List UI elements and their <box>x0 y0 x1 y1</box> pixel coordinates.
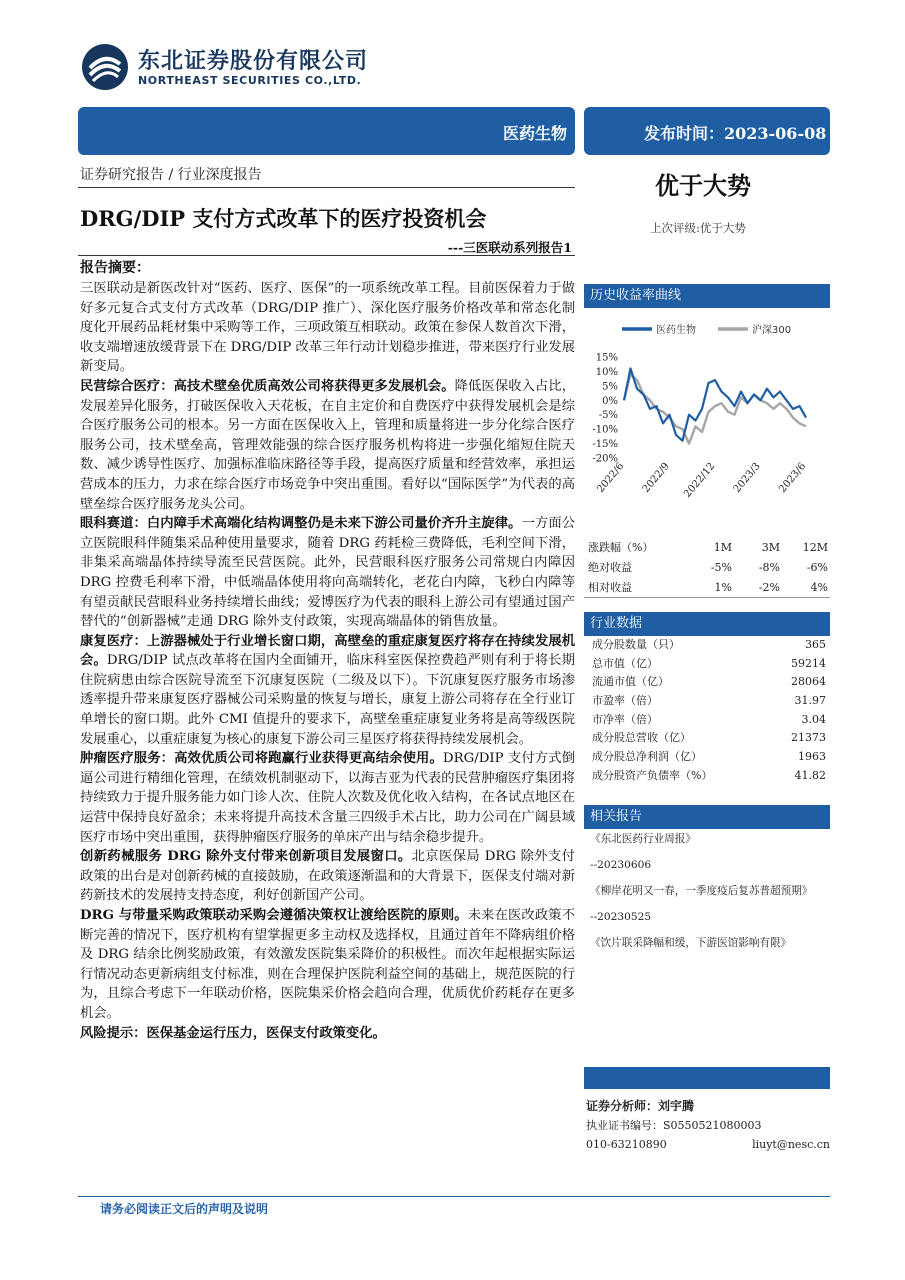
related-report-date: --20230606 <box>590 859 652 871</box>
row-value: 59214 <box>791 656 826 670</box>
row-value: 31.97 <box>794 694 826 708</box>
table-row <box>592 729 826 748</box>
analyst-name: 证券分析师：刘宇腾 <box>586 1099 695 1113</box>
y-tick-label: -15% <box>592 439 618 451</box>
row-value: 1963 <box>798 750 826 764</box>
analyst-cert: 执业证书编号：S0550521080003 <box>586 1119 762 1132</box>
related-heading: 相关报告 <box>584 805 830 829</box>
related-report-date: --20230525 <box>590 911 652 923</box>
table-cell: -8% <box>758 561 780 574</box>
y-tick-label: 5% <box>602 381 618 393</box>
company-name-en: NORTHEAST SECURITIES CO.,LTD. <box>138 74 362 87</box>
row-label: 流通市值（亿） <box>592 675 669 689</box>
divider <box>78 255 575 256</box>
performance-header <box>588 538 830 558</box>
footer-divider <box>78 1196 830 1197</box>
paragraph-lead: 创新药械服务 DRG 除外支付带来创新项目发展窗口。 <box>80 849 412 865</box>
paragraph-lead: DRG 与带量采购政策联动采购会遵循决策权让渡给医院的原则。 <box>80 908 468 923</box>
legend-label: 医药生物 <box>656 325 696 336</box>
table-row <box>588 558 830 578</box>
performance-table <box>588 538 830 598</box>
table-cell: -6% <box>806 561 828 574</box>
analyst-phone: 010-63210890 <box>586 1138 667 1151</box>
divider <box>78 187 575 188</box>
paragraph-text: 降低医保收入占比，发展差异化服务，打破医保收入天花板，在自主定价和自费医疗中获得发展机会是综合医疗服务公司的根本。另一方面在医保收入上，管理和质量将进一步分化综合医疗服务公司，技术壁垒高，管理效能强的综合医疗服务机构将进一步强化缩短住院天数、减少诱导性医疗、加强标准临床路径等手段，提高医疗质量和经营效率，承担运营成本的压力，力求在综合医疗市场竞争中突出重围。看好以“国际医学”为代表的高壁垒综合医疗服务龙头公司。 <box>80 378 576 512</box>
x-tick-label: 2023/3 <box>731 460 763 495</box>
paragraph-text: 未来在医改政策不断完善的情况下，医疗机构有望掌握更多主动权及选择权，且通过首年不降病组价格及 DRG 结余比例奖励政策，有效激发医院集采降价的积极性。而次年起根据实际运行情况动态更新病组支付标准，则在合理保护医院利益空间的基础上，规范医院的行为，且综合考虑下一年联动价格，医院集采价格会趋向合理，优质优价药耗存在更多机会。 <box>80 908 576 1021</box>
table-row <box>592 748 826 767</box>
sector-label: 医药生物 <box>502 124 567 143</box>
summary-paragraph <box>80 1024 575 1044</box>
industry-table <box>592 636 826 786</box>
row-value: 28064 <box>791 675 826 689</box>
summary-intro: 三医联动是新医改针对“医药、医疗、医保”的一项系统改革工程。目前医保着力于做好多元复合式支付方式改革（DRG/DIP 推广）、深化医疗服务价格改革和常态化制度化开展药品耗材集中采购等工作，三项政策互相联动。政策在参保人数首次下滑，收支端增速放缓背景下在 DRG/DIP 改革三年行动计划稳步推进，带来医疗行业发展新变局。 <box>80 281 575 375</box>
row-label: 市盈率（倍） <box>592 694 658 708</box>
y-tick-label: -5% <box>598 410 618 422</box>
paragraph-lead: 肿瘤医疗服务：高效优质公司将跑赢行业获得更高结余使用。 <box>80 751 443 767</box>
breadcrumb: 证券研究报告 / 行业深度报告 <box>80 167 262 183</box>
analyst-bar <box>584 1067 830 1089</box>
chart-heading: 历史收益率曲线 <box>584 284 830 308</box>
logo-mark-icon <box>80 42 130 92</box>
report-title: DRG/DIP 支付方式改革下的医疗投资机会 <box>80 206 487 231</box>
paragraph-lead: 康复医疗：上游器械处于行业增长窗口期，高壁垒的重症康复医疗将存在持续发展机会。 <box>80 633 575 669</box>
summary-paragraph <box>80 632 575 750</box>
table-cell: 4% <box>810 581 828 594</box>
legend-label: 沪深300 <box>752 325 792 336</box>
related-report-link[interactable]: 《饮片联采降幅和缓，下游医馆影响有限》 <box>590 937 792 949</box>
company-logo <box>80 42 420 92</box>
return-chart <box>584 315 830 515</box>
risk-warning: 风险提示：医保基金运行压力，医保支付政策变化。 <box>80 1025 386 1041</box>
related-report-link[interactable]: 《柳岸花明又一春，一季度疫后复苏普超预期》 <box>590 885 813 897</box>
header-cell: 涨跌幅（%） <box>588 541 654 554</box>
header-cell: 12M <box>802 541 828 554</box>
report-summary <box>80 258 575 1043</box>
rating: 优于大势 <box>655 172 751 200</box>
table-row <box>592 767 826 786</box>
summary-paragraph <box>80 514 575 632</box>
industry-heading: 行业数据 <box>584 612 830 636</box>
y-tick-label: 10% <box>595 366 618 378</box>
summary-heading: 报告摘要： <box>80 260 150 276</box>
header-cell: 1M <box>713 541 732 554</box>
y-tick-label: -10% <box>592 424 618 436</box>
summary-paragraph <box>80 906 575 1024</box>
summary-paragraph <box>80 749 575 847</box>
row-value: 3.04 <box>801 712 826 726</box>
return-chart-svg <box>584 315 830 515</box>
sector-bar <box>78 107 575 155</box>
paragraph-text: 北京医保局 DRG 除外支付政策的出台是对创新药械的直接鼓励，在政策逐渐温和的大背景下，医保支付端对新药新技术的发展持支持态度，利好创新国产公司。 <box>80 849 575 904</box>
analyst-email[interactable]: liuyt@nesc.cn <box>752 1138 830 1151</box>
row-label: 市净率（倍） <box>592 712 658 726</box>
related-reports <box>590 826 830 956</box>
previous-rating: 上次评级:优于大势 <box>650 221 746 235</box>
paragraph-lead: 眼科赛道：白内障手术高端化结构调整仍是未来下游公司量价齐升主旋律。 <box>80 516 522 532</box>
table-row <box>592 655 826 674</box>
pub-date-bar <box>584 107 830 155</box>
summary-paragraph <box>80 847 575 906</box>
related-report-link[interactable]: 《东北医药行业周报》 <box>590 833 696 845</box>
paragraph-lead: 民营综合医疗：高技术壁垒优质高效公司将获得更多发展机会。 <box>80 378 455 394</box>
table-row <box>592 692 826 711</box>
table-cell: 1% <box>714 581 732 594</box>
y-tick-label: 15% <box>595 352 618 364</box>
company-name-cn: 东北证券股份有限公司 <box>138 49 369 74</box>
row-label: 成分股资产负债率（%） <box>592 768 713 782</box>
table-row <box>588 578 830 598</box>
paragraph-text: 一方面公立医院眼科伴随集采品种使用量要求，随着 DRG 药耗检三费降低，毛利空间下滑，非集采高端晶体持续导流至民营医院。此外，民营眼科医疗服务公司常规白内障因 DRG 控费毛利率下滑，中低端晶体使用将向高端转化，老花白内障，飞秒白内障等有望贡献民营眼科业务持续增长曲线；爱博医疗为代表的眼科上游公司有望通过国产替代的“创新器械”走通 DRG 除外支付政策，实现高端晶体的销售放量。 <box>80 516 576 630</box>
table-cell: -5% <box>710 561 732 574</box>
row-value: 365 <box>805 638 826 651</box>
paragraph-text: DRG/DIP 试点改革将在国内全面铺开，临床科室医保控费趋严则有利于将长期住院病患由综合医院导流至下沉康复医院（二级及以下）。下沉康复医疗服务市场渗透率提升带来康复医疗器械公司采购量的恢复与增长，康复上游公司将存在全行业订单增长的窗口期。此外 CMI 值提升的要求下，高壁垒重症康复业务将是高等级医院发展重心，以重症康复为核心的康复下游公司三星医疗将获得持续发展机会。 <box>80 653 575 747</box>
row-label: 总市值（亿） <box>592 656 658 670</box>
table-row <box>592 636 826 655</box>
x-tick-label: 2023/6 <box>777 460 809 495</box>
row-label: 成分股总营收（亿） <box>592 731 691 745</box>
x-tick-label: 2022/12 <box>682 460 718 500</box>
row-label: 绝对收益 <box>588 561 632 574</box>
paragraph-text: DRG/DIP 支付方式倒逼公司进行精细化管理，在绩效机制驱动下，以海吉亚为代表的民营肿瘤医疗集团将持续致力于提升服务能力如门诊人次、住院人次数及优化收入结构，在各试点地区在运营中保持良好盈余；未来将提升高技术含量三四级手术占比，助力公司在广阔县域医疗市场中突出重围，获得肿瘤医疗服务的单床产出与结余稳步提升。 <box>80 751 575 845</box>
publish-date: 发布时间：2023-06-08 <box>644 124 827 143</box>
series-label: ---三医联动系列报告1 <box>447 240 572 255</box>
footer-disclaimer: 请务必阅读正文后的声明及说明 <box>100 1202 269 1216</box>
table-row <box>592 711 826 730</box>
summary-paragraph <box>80 377 575 514</box>
table-row <box>592 673 826 692</box>
row-label: 成分股数量（只） <box>592 638 680 651</box>
x-tick-label: 2022/9 <box>640 460 672 495</box>
row-label: 相对收益 <box>588 581 632 594</box>
x-tick-label: 2022/6 <box>595 460 627 495</box>
header-cell: 3M <box>761 541 780 554</box>
row-value: 21373 <box>791 731 826 745</box>
y-tick-label: -20% <box>592 453 618 465</box>
table-cell: -2% <box>758 581 780 594</box>
row-label: 成分股总净利润（亿） <box>592 750 702 764</box>
y-tick-label: 0% <box>602 395 618 407</box>
divider <box>584 597 830 598</box>
row-value: 41.82 <box>794 768 826 782</box>
analyst-info <box>586 1097 830 1154</box>
